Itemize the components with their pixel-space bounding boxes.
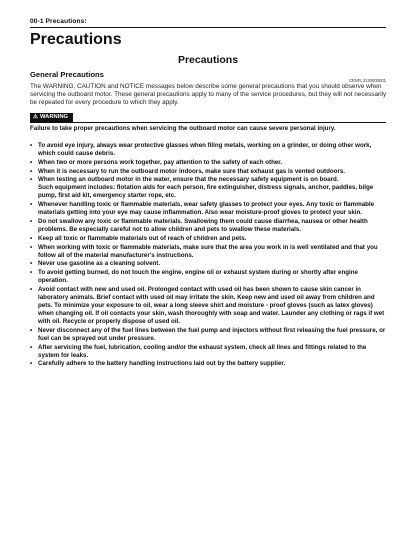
list-item <box>30 260 386 268</box>
list-item-text: When two or more persons work together, pay attention to the safety of each other. <box>38 158 283 166</box>
list-item <box>30 159 386 167</box>
list-item-text: Never disconnect any of the fuel lines between the fuel pump and injectors without first releasing the fuel pressure, or fuel can be sprayed out under pressure. <box>38 326 386 342</box>
list-item-text: When it is necessary to run the outboard motor indoors, make sure that exhaust gas is vented outdoors. <box>38 167 346 175</box>
bullet-icon: • <box>30 158 33 166</box>
list-item <box>30 176 386 200</box>
list-item <box>30 327 386 343</box>
list-item-text: When working with toxic or flammable materials, make sure that the area you work in is well ventilated and that you follow all of the material manufacturer's instructions. <box>38 243 378 259</box>
bullet-icon: • <box>30 217 33 225</box>
list-item <box>30 344 386 360</box>
list-item-text: Whenever handling toxic or flammable materials, wear safety glasses to protect your eyes. Any toxic or flammable materials getting into your eye may cause inflammation. Also wear moisture-proof gloves to protect your skin. <box>38 201 375 217</box>
list-item <box>30 168 386 176</box>
bullet-icon: • <box>30 326 33 334</box>
list-item-text: After servicing the fuel, lubrication, cooling and/or the exhaust system, check all lines and fittings related to the system for leaks. <box>38 343 367 359</box>
intro-paragraph: The WARNING, CAUTION and NOTICE messages below describe some general precautions that you should observe when servicing the outboard motor. These general precautions apply to many of the service procedures, but they will not necessarily be repeated for every procedure to which they apply. <box>30 83 387 106</box>
page-title: Precautions <box>30 31 122 48</box>
bullet-icon: • <box>30 176 33 184</box>
header-divider <box>30 27 386 28</box>
list-item <box>30 218 386 234</box>
list-item <box>30 201 386 217</box>
warning-lead: Failure to take proper precautions when servicing the outboard motor can cause severe personal injury. <box>30 125 336 132</box>
warning-triangle-icon: ⚠ <box>33 114 39 120</box>
list-item-text: Keep all toxic or flammable materials out of reach of children and pets. <box>38 234 247 242</box>
warning-badge-label: WARNING <box>40 114 69 120</box>
list-item-subtext: Such equipment includes: flotation aids for each person, fire extinguisher, distress signals, anchor, paddles, bilge pump, first aid kit, emergency starter rope, etc. <box>38 184 374 200</box>
list-item-text: Never use gasoline as a cleaning solvent. <box>38 260 161 268</box>
list-item <box>30 286 386 326</box>
list-item-text: When testing an outboard motor in the water, ensure that the necessary safety equipment is on board. <box>38 176 339 184</box>
list-item-text: Do not swallow any toxic or flammable materials. Swallowing them could cause diarrhea, nausea or other health problems. Be especially careful not to allow children and pets to swallow these materials. <box>38 217 368 233</box>
bullet-icon: • <box>30 201 33 209</box>
list-item <box>30 235 386 243</box>
list-item <box>30 360 386 368</box>
bullet-icon: • <box>30 142 33 149</box>
general-precautions-heading: General Precautions <box>30 70 104 79</box>
list-item-text: To avoid eye injury, always wear protective glasses when filing metals, working on a grinder, or doing other work, which could cause debris. <box>38 142 372 157</box>
list-item <box>30 269 386 285</box>
warning-divider <box>30 122 386 123</box>
bullet-icon: • <box>30 269 33 277</box>
bullet-icon: • <box>30 260 33 268</box>
list-item-text: Avoid contact with new and used oil. Prolonged contact with used oil has been shown to cause skin cancer in laboratory animals. Brief contact with used oil may irritate the skin. Keep new and used oil away from children and pets. To minimize your exposure to oil, wear a long sleeve shirt and moisture - proof gloves (such as latex gloves) when changing oil. If oil contacts your skin, wash thoroughly with soap and water. Launder any clothing or rags if wet with oil. Recycle or properly dispose of used oil. <box>38 285 385 325</box>
bullet-icon: • <box>30 343 33 351</box>
list-item <box>30 244 386 260</box>
reference-code: CENFL3120000001 <box>348 78 386 83</box>
bullet-icon: • <box>30 360 33 368</box>
bullet-icon: • <box>30 243 33 251</box>
bullet-icon: • <box>30 234 33 242</box>
list-item-text: Carefully adhere to the battery handling instructions laid out by the battery supplier. <box>38 360 286 368</box>
page-header-label: 00-1 Precautions: <box>30 18 87 25</box>
section-title: Precautions <box>177 54 239 66</box>
list-item <box>30 142 386 158</box>
bullet-icon: • <box>30 167 33 175</box>
bullet-icon: • <box>30 285 33 293</box>
warning-badge <box>30 113 73 122</box>
list-item-text: To avoid getting burned, do not touch the engine, engine oil or exhaust system during or shortly after engine operation. <box>38 269 358 285</box>
warning-list <box>30 142 386 369</box>
